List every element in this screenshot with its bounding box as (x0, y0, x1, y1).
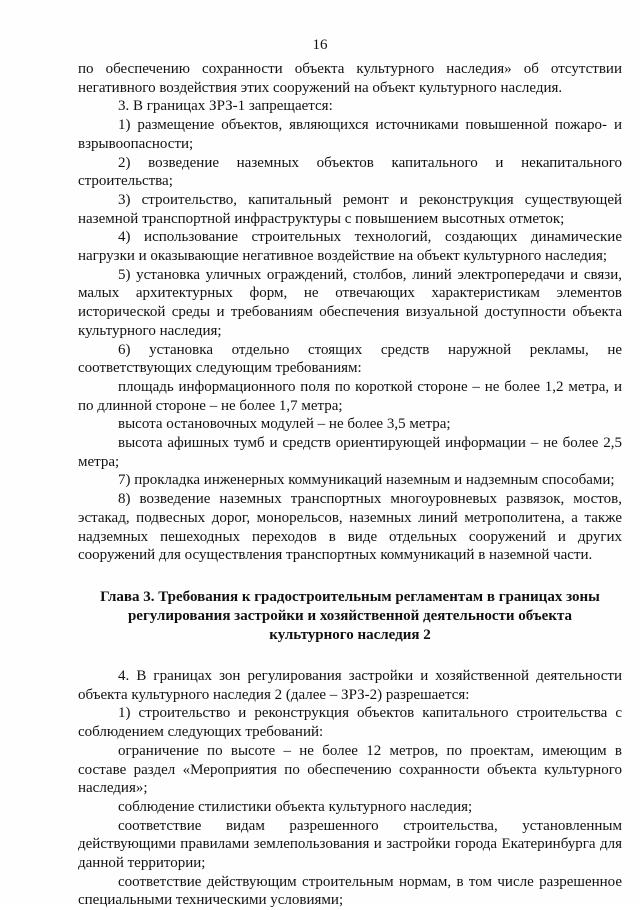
chapter-heading: Глава 3. Требования к градостроительным регламентам в границах зоны регулирования застройки и хозяйственной деятельности объекта культурного наследия 2 (100, 588, 600, 643)
paragraph-requirement-area: площадь информационного поля по короткой стороне – не более 1,2 метра, и по длинной стороне – не более 1,7 метра; (78, 378, 622, 414)
paragraph-continuation: по обеспечению сохранности объекта культурного наследия» об отсутствии негативного воздействия этих сооружений на объект культурного наследия. (78, 61, 622, 96)
paragraph-subitem-7: 7) прокладка инженерных коммуникаций наземным и надземным способами; (118, 472, 615, 489)
paragraph-building-norms: соответствие действующим строительным нормам, в том числе разрешенное специальными техническими условиями; (78, 873, 622, 909)
paragraph-subitem-2: 2) возведение наземных объектов капитального и некапитального строительства; (78, 154, 622, 190)
paragraph-requirement-posters: высота афишных тумб и средств ориентирующей информации – не более 2,5 метра; (78, 435, 622, 470)
paragraph-item-4: 4. В границах зон регулирования застройки и хозяйственной деятельности объекта культурного наследия 2 (далее – ЗРЗ-2) разрешается: (78, 667, 622, 703)
paragraph-subitem-1: 1) размещение объектов, являющихся источниками повышенной пожаро- и взрывоопасности; (78, 117, 622, 152)
paragraph-subitem-4: 4) использование строительных технологий, создающих динамические нагрузки и оказывающие негативное воздействие на объект культурного наследия; (78, 229, 622, 265)
paragraph-land-use: соответствие видам разрешенного строительства, установленным действующими правилами землепользования и застройки города Екатеринбурга для данной территории; (78, 817, 622, 872)
document-body (78, 60, 622, 910)
paragraph-subitem-8: 8) возведение наземных транспортных многоуровневых развязок, мостов, эстакад, подвесных дорог, монорельсов, наземных линий метрополитена, а также надземных пешеходных переходов в виде отдельных сооружений и других сооружений для осуществления транспортных коммуникаций в наземной части. (78, 491, 622, 564)
paragraph-requirement-stops: высота остановочных модулей – не более 3,5 метра; (118, 416, 451, 433)
paragraph-subitem-3: 3) строительство, капитальный ремонт и реконструкция существующей наземной транспортной инфраструктуры с повышением высотных отметок; (78, 191, 622, 227)
paragraph-style: соблюдение стилистики объекта культурного наследия; (118, 798, 473, 815)
paragraph-subitem-5: 5) установка уличных ограждений, столбов, линий электропередачи и связи, малых архитектурных форм, не отвечающих характеристикам элементов исторической среды и требованиям обеспечения визуальной доступности объекта культурного наследия; (78, 266, 622, 339)
paragraph-height-limit: ограничение по высоте – не более 12 метров, по проектам, имеющим в составе раздел «Мероприятия по обеспечению сохранности объекта культурного наследия»; (78, 742, 622, 797)
page-number: 16 (312, 37, 328, 53)
paragraph-subitem-1-zrz2: 1) строительство и реконструкция объектов капитального строительства с соблюдением следующих требований: (78, 705, 622, 741)
paragraph-item-3: 3. В границах ЗРЗ-1 запрещается: (118, 98, 333, 115)
paragraph-subitem-6: 6) установка отдельно стоящих средств наружной рекламы, не соответствующих следующим требованиям: (78, 341, 622, 377)
